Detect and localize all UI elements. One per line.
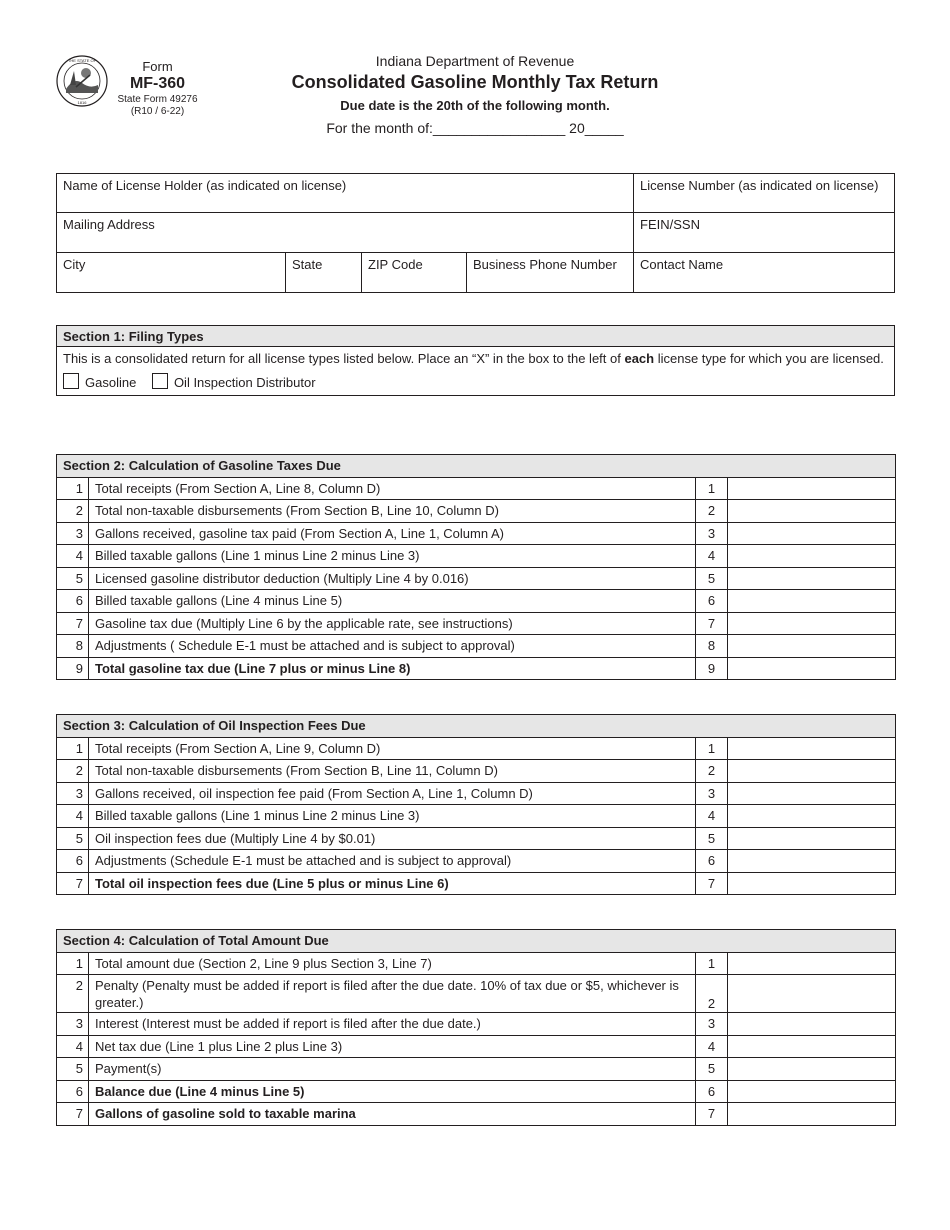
amount-field[interactable] xyxy=(728,1058,896,1081)
table-row: 2 Total non-taxable disbursements (From Section B, Line 11, Column D) 2 xyxy=(57,760,896,783)
amount-field[interactable] xyxy=(728,545,896,568)
amount-field[interactable] xyxy=(728,1103,896,1126)
section-1-title: Section 1: Filing Types xyxy=(57,326,894,347)
amount-field[interactable] xyxy=(728,850,896,873)
state-seal-icon xyxy=(56,55,108,107)
amount-field[interactable] xyxy=(728,590,896,613)
table-row: 5 Payment(s) 5 xyxy=(57,1058,896,1081)
table-row: 1 Total receipts (From Section A, Line 9, Column D) 1 xyxy=(57,737,896,760)
table-row: 2 Penalty (Penalty must be added if report is filed after the due date. 10% of tax due or $5, whichever is greater.) 2 xyxy=(57,975,896,1013)
table-row: 6 Balance due (Line 4 minus Line 5) 6 xyxy=(57,1080,896,1103)
total-amount-field[interactable] xyxy=(728,872,896,895)
amount-field[interactable] xyxy=(728,827,896,850)
total-amount-field[interactable] xyxy=(728,657,896,680)
form-number: MF-360 xyxy=(129,75,186,92)
table-row: 1 Total amount due (Section 2, Line 9 plus Section 3, Line 7) 1 xyxy=(57,952,896,975)
department-name: Indiana Department of Revenue xyxy=(375,53,575,69)
seal-top-text: THE STATE OF xyxy=(67,58,97,63)
page-title: Consolidated Gasoline Monthly Tax Return xyxy=(291,72,659,92)
amount-field[interactable] xyxy=(728,1013,896,1036)
mailing-address-field[interactable]: Mailing Address xyxy=(57,213,634,253)
section-2-title: Section 2: Calculation of Gasoline Taxes Due xyxy=(57,455,896,478)
city-field[interactable]: City xyxy=(57,253,286,293)
section-3-title: Section 3: Calculation of Oil Inspection Fees Due xyxy=(57,715,896,738)
amount-field[interactable] xyxy=(728,522,896,545)
seal-year-text: 1816 xyxy=(77,100,87,105)
table-row: 3 Interest (Interest must be added if report is filed after the due date.) 3 xyxy=(57,1013,896,1036)
section-1-instructions: This is a consolidated return for all license types listed below. Place an “X” in the box to the left of each license type for which you are licensed. xyxy=(63,351,884,366)
business-phone-field[interactable]: Business Phone Number xyxy=(467,253,634,293)
table-row: 7 Total oil inspection fees due (Line 5 plus or minus Line 6) 7 xyxy=(57,872,896,895)
section-1-filing-types xyxy=(56,325,895,396)
amount-field[interactable] xyxy=(728,805,896,828)
table-row: 7 Gallons of gasoline sold to taxable marina 7 xyxy=(57,1103,896,1126)
table-row: 4 Billed taxable gallons (Line 1 minus Line 2 minus Line 3) 4 xyxy=(57,805,896,828)
contact-name-field[interactable]: Contact Name xyxy=(634,253,895,293)
section-4-title: Section 4: Calculation of Total Amount Due xyxy=(57,930,896,953)
table-row: 3 Gallons received, oil inspection fee paid (From Section A, Line 1, Column D) 3 xyxy=(57,782,896,805)
table-row: 4 Net tax due (Line 1 plus Line 2 plus Line 3) 4 xyxy=(57,1035,896,1058)
section-2-table xyxy=(56,454,896,680)
amount-field[interactable] xyxy=(728,477,896,500)
amount-field[interactable] xyxy=(728,760,896,783)
table-row: 2 Total non-taxable disbursements (From Section B, Line 10, Column D) 2 xyxy=(57,500,896,523)
amount-field[interactable] xyxy=(728,737,896,760)
amount-field[interactable] xyxy=(728,635,896,658)
license-info-grid xyxy=(56,173,895,293)
oil-inspection-option-label: Oil Inspection Distributor xyxy=(173,375,316,390)
table-row: 8 Adjustments ( Schedule E-1 must be attached and is subject to approval) 8 xyxy=(57,635,896,658)
table-row: 1 Total receipts (From Section A, Line 8, Column D) 1 xyxy=(57,477,896,500)
amount-field[interactable] xyxy=(728,500,896,523)
section-3-table xyxy=(56,714,896,895)
table-row: 7 Gasoline tax due (Multiply Line 6 by the applicable rate, see instructions) 7 xyxy=(57,612,896,635)
amount-field[interactable] xyxy=(728,975,896,1013)
amount-field[interactable] xyxy=(728,952,896,975)
amount-field[interactable] xyxy=(728,612,896,635)
due-date-note: Due date is the 20th of the following month. xyxy=(340,98,610,113)
license-holder-name-field[interactable]: Name of License Holder (as indicated on license) xyxy=(57,174,634,213)
form-label: Form xyxy=(142,59,173,74)
gasoline-checkbox[interactable] xyxy=(63,373,79,389)
month-field[interactable]: For the month of:_________________ 20_____ xyxy=(326,120,624,136)
amount-field[interactable] xyxy=(728,1080,896,1103)
table-row: 3 Gallons received, gasoline tax paid (From Section A, Line 1, Column A) 3 xyxy=(57,522,896,545)
zip-code-field[interactable]: ZIP Code xyxy=(362,253,467,293)
section-4-table xyxy=(56,929,896,1126)
amount-field[interactable] xyxy=(728,567,896,590)
license-number-field[interactable]: License Number (as indicated on license) xyxy=(634,174,895,213)
table-row: 6 Billed taxable gallons (Line 4 minus Line 5) 6 xyxy=(57,590,896,613)
state-field[interactable]: State xyxy=(286,253,362,293)
table-row: 4 Billed taxable gallons (Line 1 minus Line 2 minus Line 3) 4 xyxy=(57,545,896,568)
table-row: 5 Licensed gasoline distributor deduction (Multiply Line 4 by 0.016) 5 xyxy=(57,567,896,590)
table-row: 5 Oil inspection fees due (Multiply Line 4 by $0.01) 5 xyxy=(57,827,896,850)
table-row: 6 Adjustments (Schedule E-1 must be attached and is subject to approval) 6 xyxy=(57,850,896,873)
amount-field[interactable] xyxy=(728,1035,896,1058)
form-revision: (R10 / 6-22) xyxy=(130,106,185,117)
gasoline-option-label: Gasoline xyxy=(85,375,137,390)
oil-inspection-checkbox[interactable] xyxy=(152,373,168,389)
amount-field[interactable] xyxy=(728,782,896,805)
fein-ssn-field[interactable]: FEIN/SSN xyxy=(634,213,895,253)
table-row: 9 Total gasoline tax due (Line 7 plus or minus Line 8) 9 xyxy=(57,657,896,680)
state-form-number: State Form 49276 xyxy=(117,94,198,105)
